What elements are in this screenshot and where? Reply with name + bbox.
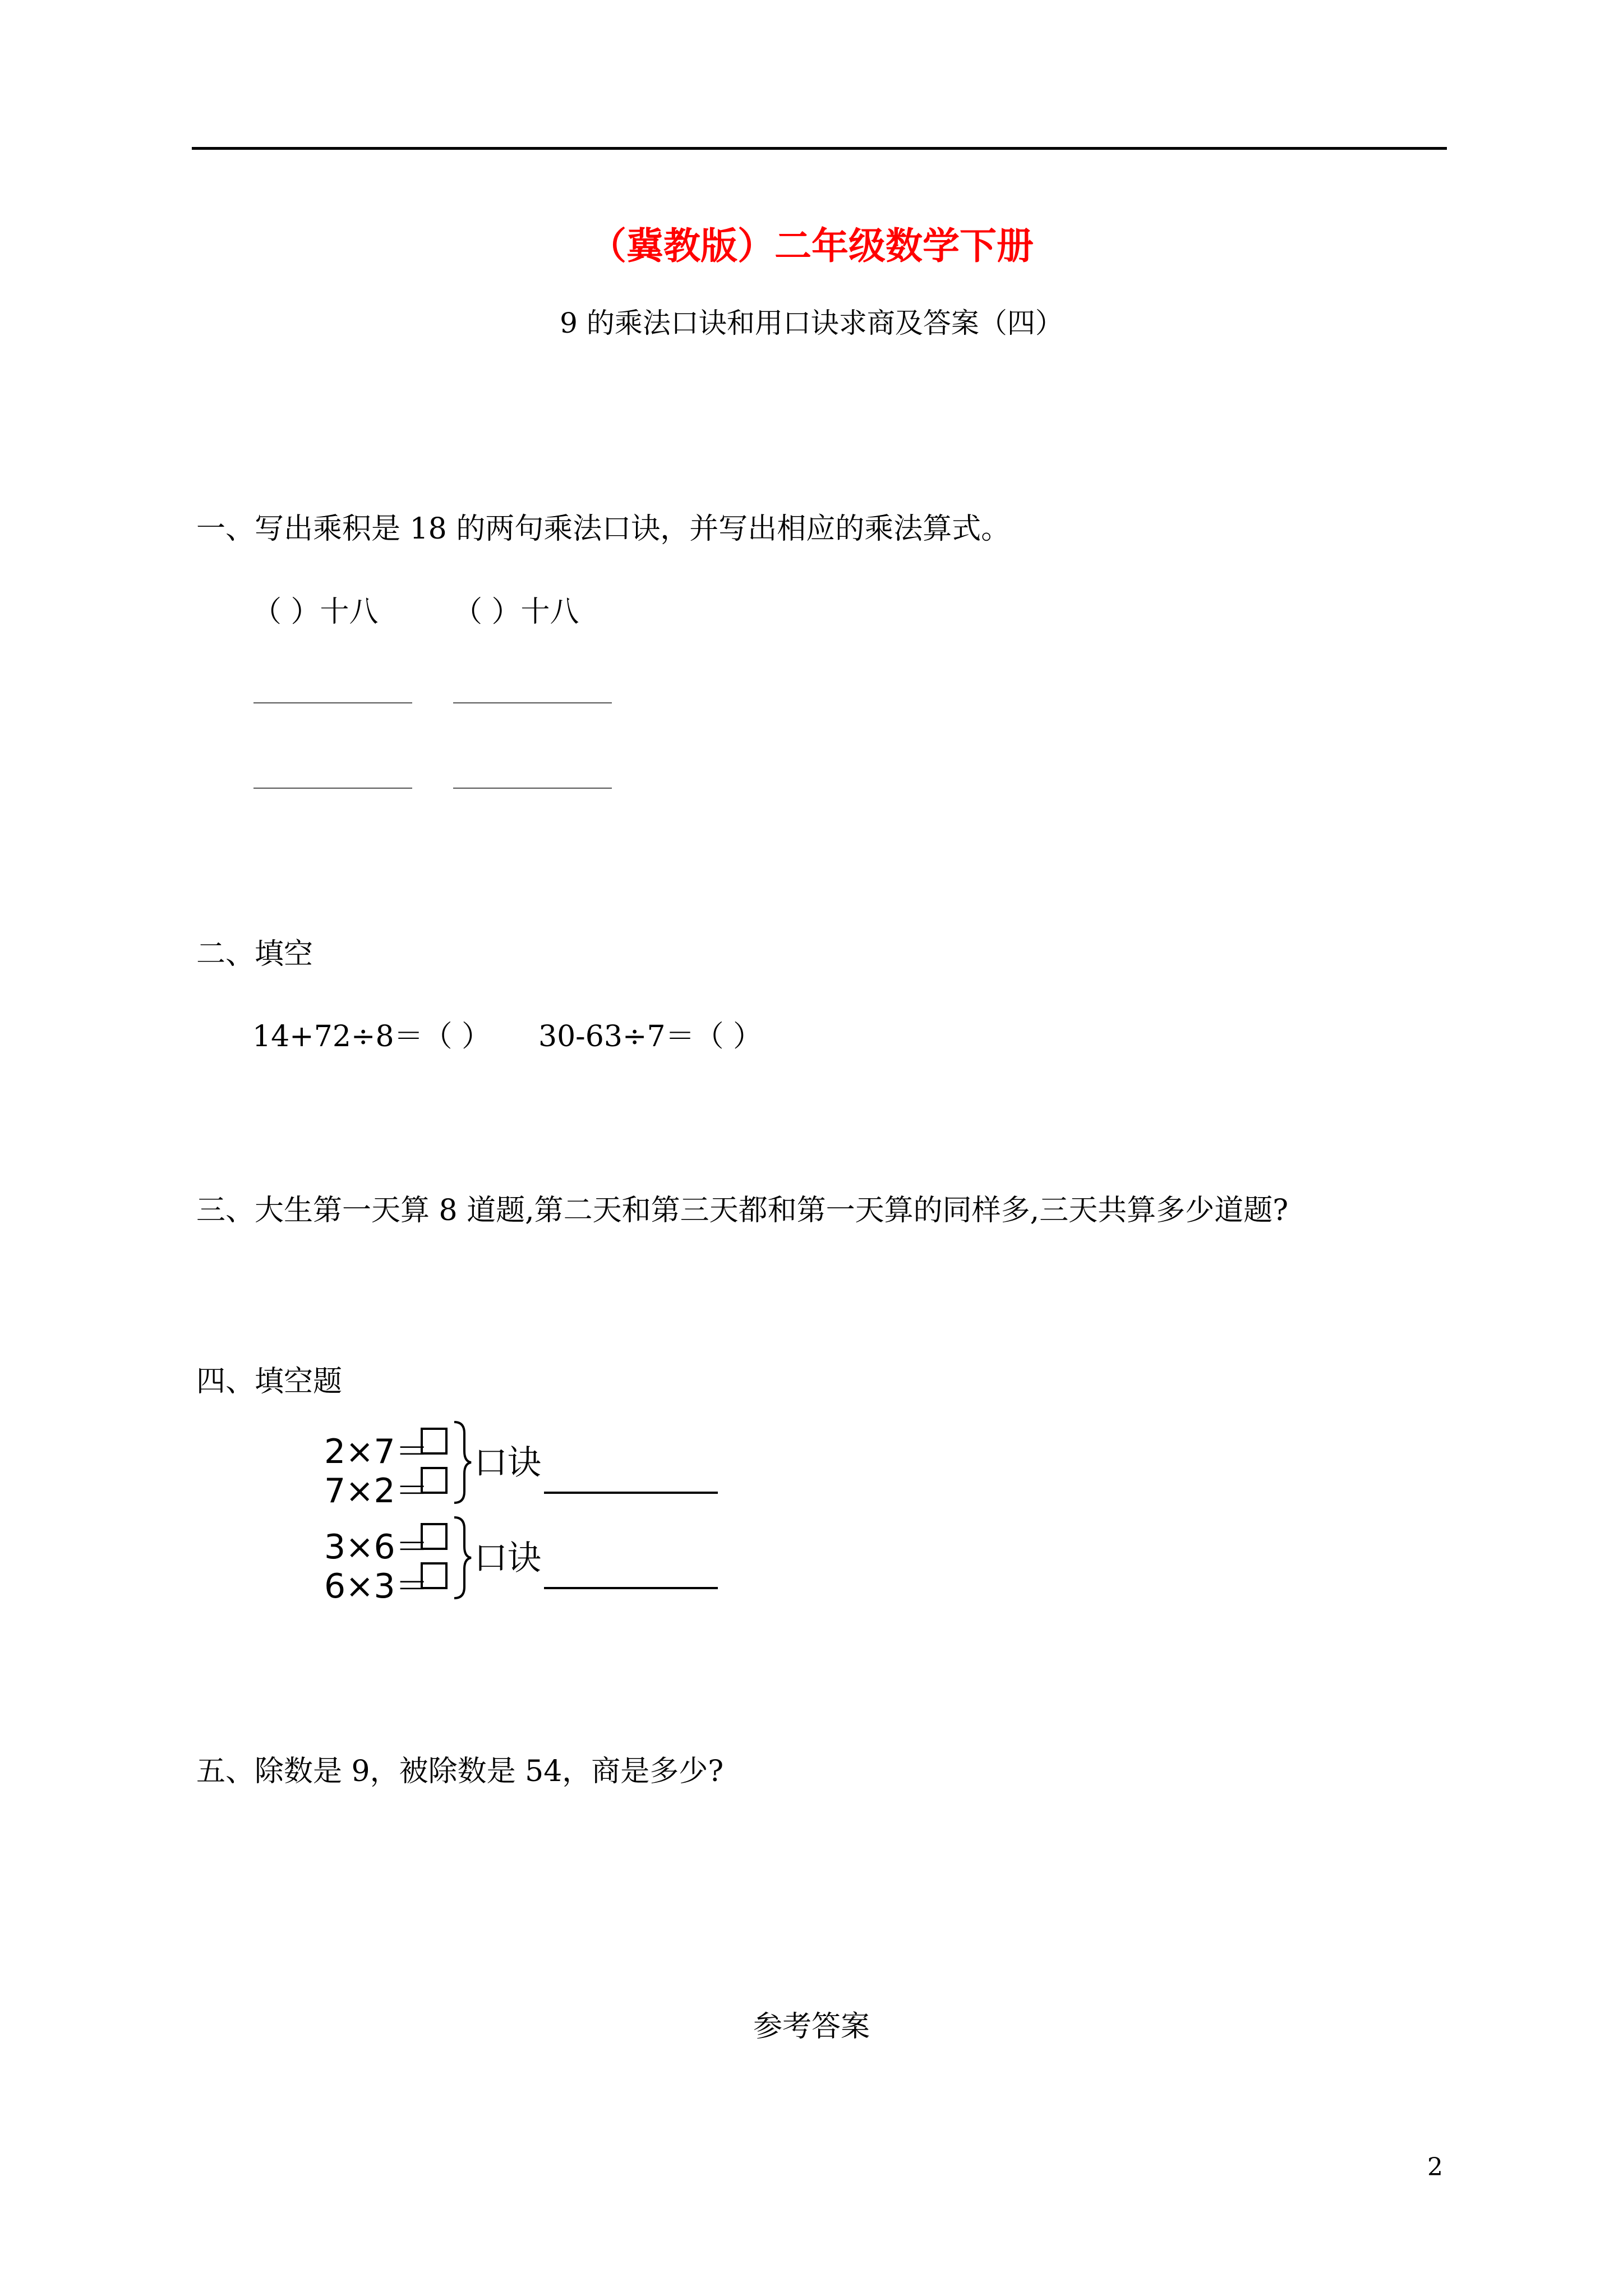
answer-box — [422, 1524, 446, 1549]
page-subtitle: 9 的乘法口诀和用口诀求商及答案（四） — [560, 307, 1063, 339]
answer-line — [453, 702, 612, 703]
figure-equation: 6×3＝ — [324, 1567, 429, 1606]
answer-box — [422, 1429, 446, 1453]
question-1-blank-b: （ ）十八 — [453, 595, 579, 629]
answer-line — [253, 788, 412, 789]
question-5-label: 五、除数是 9，被除数是 54，商是多少? — [196, 1755, 724, 1788]
header-rule — [192, 147, 1447, 150]
question-2-label: 二、填空 — [196, 937, 313, 971]
answer-box — [422, 1468, 446, 1493]
question-4-label: 四、填空题 — [196, 1365, 343, 1398]
answers-heading: 参考答案 — [753, 2010, 870, 2044]
page-title: （冀教版）二年级数学下册 — [589, 224, 1034, 268]
answer-box — [422, 1563, 446, 1588]
figure-graphics — [415, 1416, 729, 1607]
brace-icon — [454, 1517, 471, 1598]
answer-line — [453, 788, 612, 789]
question-1-label: 一、写出乘积是 18 的两句乘法口诀，并写出相应的乘法算式。 — [196, 512, 1011, 546]
koujue-label: 口诀 — [474, 1539, 541, 1578]
question-2-expression-b: 30-63÷7＝（ ） — [538, 1020, 763, 1053]
question-3-label: 三、大生第一天算 8 道题,第二天和第三天都和第一天算的同样多,三天共算多少道题? — [196, 1194, 1289, 1227]
question-2-expression-a: 14+72÷8＝（ ） — [252, 1020, 491, 1053]
figure-equation: 7×2＝ — [324, 1471, 429, 1511]
brace-icon — [454, 1422, 471, 1503]
figure-equation: 2×7＝ — [324, 1432, 429, 1471]
answer-line — [253, 702, 412, 703]
figure-equation: 3×6＝ — [324, 1527, 429, 1567]
koujue-label: 口诀 — [474, 1443, 541, 1483]
page-number: 2 — [1427, 2153, 1443, 2182]
question-1-blank-a: （ ）十八 — [252, 595, 379, 629]
